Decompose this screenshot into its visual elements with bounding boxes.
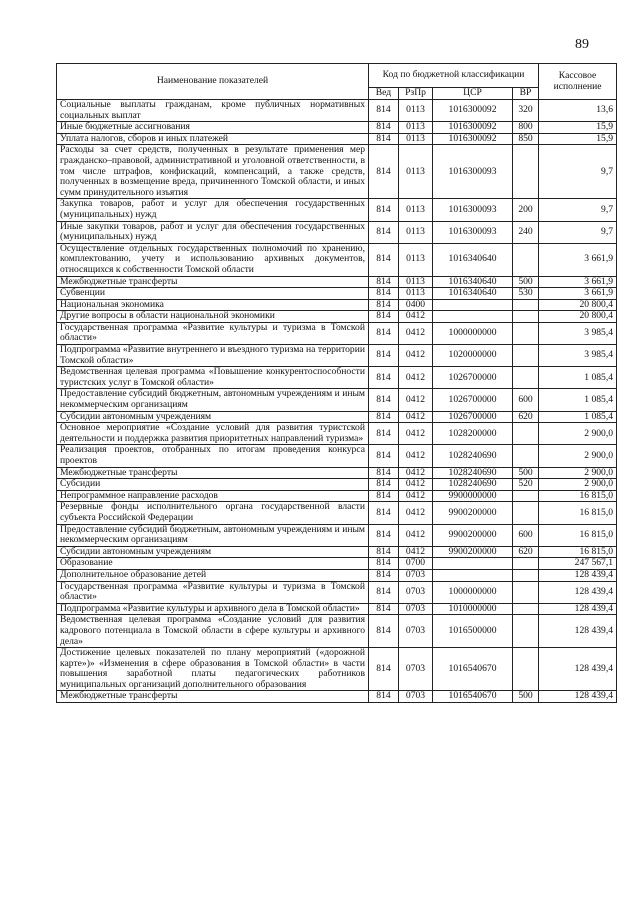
row-amount: 9,7 [539, 221, 617, 243]
row-rzpr: 0113 [399, 276, 433, 288]
row-name: Резервные фонды исполнительного органа государственной власти субъекта Российской Федерации [57, 502, 369, 524]
row-rzpr: 0703 [399, 581, 433, 603]
row-name: Субсидии [57, 479, 369, 491]
row-name: Государственная программа «Развитие культуры и туризма в Томской области» [57, 322, 369, 344]
row-name: Межбюджетные трансферты [57, 276, 369, 288]
row-amount: 1 085,4 [539, 411, 617, 423]
row-amount: 128 439,4 [539, 581, 617, 603]
row-ved: 814 [369, 569, 399, 581]
row-rzpr: 0412 [399, 479, 433, 491]
row-amount: 15,9 [539, 122, 617, 134]
row-amount: 1 085,4 [539, 389, 617, 411]
row-name: Ведомственная целевая программа «Повышение конкурентоспособности туристских услуг в Томской области» [57, 367, 369, 389]
row-name: Подпрограмма «Развитие культуры и архивного дела в Томской области» [57, 603, 369, 615]
page-number: 89 [575, 37, 589, 52]
table-row [57, 569, 617, 581]
row-vr [513, 490, 539, 502]
row-csr: 1016300093 [433, 145, 513, 199]
table-row [57, 691, 617, 703]
header-csr: ЦСР [433, 88, 513, 100]
row-csr: 1028200000 [433, 423, 513, 445]
row-rzpr: 0113 [399, 122, 433, 134]
row-amount: 247 567,1 [539, 558, 617, 570]
row-rzpr: 0113 [399, 145, 433, 199]
table-row [57, 581, 617, 603]
row-ved: 814 [369, 615, 399, 648]
row-csr: 1016540670 [433, 691, 513, 703]
table-row [57, 411, 617, 423]
row-name: Закупка товаров, работ и услуг для обеспечения государственных (муниципальных) нужд [57, 199, 369, 221]
row-amount: 1 085,4 [539, 367, 617, 389]
header-rzpr: РзПр [399, 88, 433, 100]
row-vr: 500 [513, 467, 539, 479]
row-ved: 814 [369, 243, 399, 276]
row-amount: 20 800,4 [539, 299, 617, 311]
row-vr: 600 [513, 389, 539, 411]
row-vr [513, 145, 539, 199]
row-amount: 3 661,9 [539, 243, 617, 276]
table-row [57, 122, 617, 134]
row-name: Реализация проектов, отобранных по итогам проведения конкурса проектов [57, 445, 369, 467]
row-csr: 1016540670 [433, 648, 513, 691]
row-vr [513, 569, 539, 581]
table-row [57, 558, 617, 570]
table-row [57, 345, 617, 367]
row-csr: 9900200000 [433, 524, 513, 546]
row-amount: 2 900,0 [539, 479, 617, 491]
row-rzpr: 0113 [399, 221, 433, 243]
row-ved: 814 [369, 479, 399, 491]
row-name: Субсидии автономным учреждениям [57, 411, 369, 423]
row-ved: 814 [369, 100, 399, 122]
row-amount: 3 661,9 [539, 288, 617, 300]
row-rzpr: 0412 [399, 546, 433, 558]
row-vr [513, 423, 539, 445]
row-ved: 814 [369, 445, 399, 467]
row-amount: 2 900,0 [539, 445, 617, 467]
row-name: Осуществление отдельных государственных полномочий по хранению, комплектованию, учету и использованию архивных документов, относящихся к собственности Томской области [57, 243, 369, 276]
row-vr [513, 345, 539, 367]
row-name: Предоставление субсидий бюджетным, автономным учреждениям и иным некоммерческим организациям [57, 524, 369, 546]
row-ved: 814 [369, 648, 399, 691]
row-ved: 814 [369, 467, 399, 479]
row-name: Образование [57, 558, 369, 570]
row-amount: 16 815,0 [539, 490, 617, 502]
table-row [57, 367, 617, 389]
row-vr [513, 299, 539, 311]
row-ved: 814 [369, 299, 399, 311]
row-ved: 814 [369, 546, 399, 558]
row-name: Достижение целевых показателей по плану мероприятий («дорожной карте»)» «Изменения в сфере образования в Томской области» в части повышения заработной платы педагогических работников муниципальных организаций дополнительного образования [57, 648, 369, 691]
row-ved: 814 [369, 389, 399, 411]
row-ved: 814 [369, 221, 399, 243]
row-rzpr: 0700 [399, 558, 433, 570]
row-amount: 2 900,0 [539, 467, 617, 479]
row-vr [513, 367, 539, 389]
row-ved: 814 [369, 691, 399, 703]
table-row [57, 145, 617, 199]
row-csr: 1016500000 [433, 615, 513, 648]
row-amount: 20 800,4 [539, 311, 617, 323]
row-name: Межбюджетные трансферты [57, 691, 369, 703]
header-name: Наименование показателей [57, 64, 369, 100]
row-rzpr: 0412 [399, 389, 433, 411]
row-amount: 3 661,9 [539, 276, 617, 288]
row-ved: 814 [369, 145, 399, 199]
row-ved: 814 [369, 133, 399, 145]
row-rzpr: 0703 [399, 691, 433, 703]
row-amount: 128 439,4 [539, 615, 617, 648]
row-name: Социальные выплаты гражданам, кроме публичных нормативных социальных выплат [57, 100, 369, 122]
row-vr: 320 [513, 100, 539, 122]
row-csr: 9900200000 [433, 502, 513, 524]
table-row [57, 467, 617, 479]
row-vr [513, 311, 539, 323]
row-csr: 1000000000 [433, 581, 513, 603]
row-rzpr: 0703 [399, 615, 433, 648]
row-csr: 1016300092 [433, 122, 513, 134]
table-row [57, 322, 617, 344]
table-row [57, 100, 617, 122]
row-vr [513, 558, 539, 570]
table-row [57, 243, 617, 276]
table-row [57, 603, 617, 615]
table-row [57, 546, 617, 558]
row-rzpr: 0412 [399, 467, 433, 479]
row-rzpr: 0703 [399, 603, 433, 615]
row-csr: 1026700000 [433, 389, 513, 411]
row-csr: 1016340640 [433, 288, 513, 300]
row-csr: 1016340640 [433, 243, 513, 276]
row-name: Ведомственная целевая программа «Создание условий для развития кадрового потенциала в Томской области в сфере культуры и архивного дела» [57, 615, 369, 648]
table-row [57, 276, 617, 288]
row-rzpr: 0703 [399, 569, 433, 581]
row-vr: 500 [513, 691, 539, 703]
row-name: Дополнительное образование детей [57, 569, 369, 581]
row-amount: 16 815,0 [539, 502, 617, 524]
row-name: Подпрограмма «Развитие внутреннего и въездного туризма на территории Томской области» [57, 345, 369, 367]
table-row [57, 648, 617, 691]
table-row [57, 490, 617, 502]
table-row [57, 288, 617, 300]
row-vr: 200 [513, 199, 539, 221]
row-ved: 814 [369, 122, 399, 134]
row-name: Расходы за счет средств, полученных в результате применения мер гражданско–правовой, административной и уголовной ответственности, в том числе штрафов, конфискаций, компенсаций, а также средств, полученных в возмещение вреда, причиненного Томской области, и иных сумм принудительного изъятия [57, 145, 369, 199]
row-name: Межбюджетные трансферты [57, 467, 369, 479]
row-vr: 500 [513, 276, 539, 288]
header-ved: Вед [369, 88, 399, 100]
row-name: Субвенции [57, 288, 369, 300]
row-csr: 1016300092 [433, 133, 513, 145]
row-rzpr: 0412 [399, 311, 433, 323]
row-ved: 814 [369, 603, 399, 615]
row-csr: 1020000000 [433, 345, 513, 367]
row-ved: 814 [369, 423, 399, 445]
row-name: Иные закупки товаров, работ и услуг для обеспечения государственных (муниципальных) нужд [57, 221, 369, 243]
row-amount: 3 985,4 [539, 345, 617, 367]
table-row [57, 423, 617, 445]
table-row [57, 221, 617, 243]
row-vr: 850 [513, 133, 539, 145]
row-csr: 1028240690 [433, 445, 513, 467]
row-name: Национальная экономика [57, 299, 369, 311]
row-csr: 1026700000 [433, 411, 513, 423]
row-amount: 128 439,4 [539, 603, 617, 615]
row-rzpr: 0113 [399, 100, 433, 122]
table-row [57, 133, 617, 145]
row-csr [433, 299, 513, 311]
budget-execution-table [56, 63, 617, 703]
row-vr: 530 [513, 288, 539, 300]
row-rzpr: 0113 [399, 199, 433, 221]
row-ved: 814 [369, 581, 399, 603]
table-row [57, 524, 617, 546]
row-vr: 520 [513, 479, 539, 491]
row-vr [513, 243, 539, 276]
row-ved: 814 [369, 288, 399, 300]
row-amount: 128 439,4 [539, 691, 617, 703]
row-amount: 3 985,4 [539, 322, 617, 344]
row-rzpr: 0412 [399, 345, 433, 367]
row-rzpr: 0113 [399, 133, 433, 145]
table-row [57, 311, 617, 323]
row-csr: 1028240690 [433, 467, 513, 479]
row-name: Государственная программа «Развитие культуры и туризма в Томской области» [57, 581, 369, 603]
row-vr [513, 581, 539, 603]
row-csr [433, 311, 513, 323]
row-csr: 1000000000 [433, 322, 513, 344]
row-csr [433, 558, 513, 570]
row-csr: 9900200000 [433, 546, 513, 558]
row-amount: 15,9 [539, 133, 617, 145]
row-rzpr: 0703 [399, 648, 433, 691]
row-ved: 814 [369, 558, 399, 570]
row-ved: 814 [369, 311, 399, 323]
row-rzpr: 0412 [399, 524, 433, 546]
row-rzpr: 0412 [399, 322, 433, 344]
row-amount: 9,7 [539, 145, 617, 199]
row-ved: 814 [369, 411, 399, 423]
header-execution: Кассовое исполнение [539, 64, 617, 100]
row-rzpr: 0412 [399, 490, 433, 502]
row-ved: 814 [369, 524, 399, 546]
row-csr [433, 569, 513, 581]
row-vr: 620 [513, 411, 539, 423]
row-vr [513, 648, 539, 691]
row-rzpr: 0412 [399, 411, 433, 423]
row-rzpr: 0412 [399, 423, 433, 445]
row-rzpr: 0400 [399, 299, 433, 311]
row-csr: 9900000000 [433, 490, 513, 502]
row-vr [513, 445, 539, 467]
row-rzpr: 0113 [399, 243, 433, 276]
row-name: Основное мероприятие «Создание условий для развития туристской деятельности и поддержка развития приоритетных направлений туризма» [57, 423, 369, 445]
row-ved: 814 [369, 345, 399, 367]
row-vr: 620 [513, 546, 539, 558]
row-vr: 800 [513, 122, 539, 134]
header-code-group: Код по бюджетной классификации [369, 64, 539, 88]
row-csr: 1026700000 [433, 367, 513, 389]
row-csr: 1016300093 [433, 221, 513, 243]
row-ved: 814 [369, 199, 399, 221]
row-name: Субсидии автономным учреждениям [57, 546, 369, 558]
row-ved: 814 [369, 322, 399, 344]
row-ved: 814 [369, 367, 399, 389]
row-vr [513, 502, 539, 524]
row-amount: 16 815,0 [539, 546, 617, 558]
row-amount: 128 439,4 [539, 569, 617, 581]
row-rzpr: 0412 [399, 502, 433, 524]
row-rzpr: 0412 [399, 445, 433, 467]
row-ved: 814 [369, 276, 399, 288]
row-csr: 1016300093 [433, 199, 513, 221]
row-vr [513, 322, 539, 344]
row-amount: 128 439,4 [539, 648, 617, 691]
table-row [57, 615, 617, 648]
table-row [57, 479, 617, 491]
table-row [57, 445, 617, 467]
row-rzpr: 0412 [399, 367, 433, 389]
row-name: Другие вопросы в области национальной экономики [57, 311, 369, 323]
row-amount: 9,7 [539, 199, 617, 221]
row-name: Иные бюджетные ассигнования [57, 122, 369, 134]
row-vr [513, 615, 539, 648]
row-name: Непрограммное направление расходов [57, 490, 369, 502]
row-csr: 1016340640 [433, 276, 513, 288]
row-ved: 814 [369, 490, 399, 502]
row-amount: 13,6 [539, 100, 617, 122]
table-row [57, 299, 617, 311]
table-body [57, 100, 617, 703]
table-row [57, 502, 617, 524]
row-amount: 16 815,0 [539, 524, 617, 546]
row-vr: 600 [513, 524, 539, 546]
row-name: Уплата налогов, сборов и иных платежей [57, 133, 369, 145]
row-vr: 240 [513, 221, 539, 243]
row-name: Предоставление субсидий бюджетным, автономным учреждениям и иным некоммерческим организациям [57, 389, 369, 411]
row-csr: 1016300092 [433, 100, 513, 122]
row-ved: 814 [369, 502, 399, 524]
row-csr: 1010000000 [433, 603, 513, 615]
table-row [57, 199, 617, 221]
row-csr: 1028240690 [433, 479, 513, 491]
header-vr: ВР [513, 88, 539, 100]
row-amount: 2 900,0 [539, 423, 617, 445]
row-rzpr: 0113 [399, 288, 433, 300]
table-row [57, 389, 617, 411]
row-vr [513, 603, 539, 615]
